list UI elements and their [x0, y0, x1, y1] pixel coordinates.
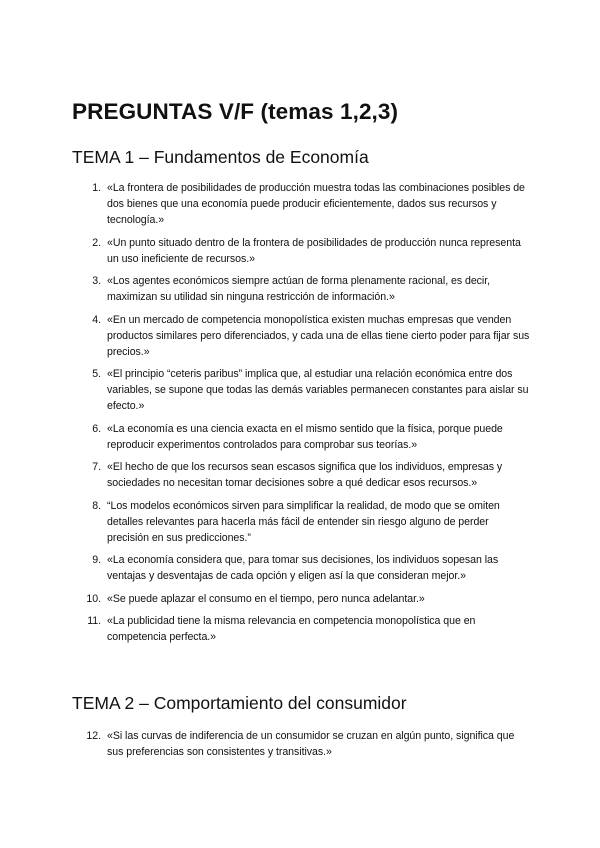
question-text: «En un mercado de competencia monopolística existen muchas empresas que venden productos similares pero diferenciados, y cada una de ellas tiene cierto poder para fijar sus precios.»: [107, 313, 530, 358]
question-text: «El principio “ceteris paribus” implica que, al estudiar una relación económica entre dos variables, se supone que todas las demás variables permanecen constantes para aislar su efecto.»: [107, 368, 529, 412]
question-text: «Se puede aplazar el consumo en el tiempo, pero nunca adelantar.»: [107, 592, 425, 605]
question-list-tema-1: [72, 180, 532, 652]
question-number: 12 .: [72, 728, 101, 744]
question-item-10: [72, 591, 532, 607]
question-number: 6 .: [72, 421, 101, 437]
question-text: «La frontera de posibilidades de producción muestra todas las combinaciones posibles de dos bienes que una economía puede producir eficientemente, dados sus recursos y tecnología.»: [107, 182, 525, 226]
question-item-8: [72, 498, 532, 546]
document-title: PREGUNTAS V/F (temas 1,2,3): [72, 99, 399, 124]
question-text: «Los agentes económicos siempre actúan de forma plenamente racional, es decir, maximizan su utilidad sin ninguna restricción de información.»: [107, 275, 490, 303]
question-item-7: [72, 459, 532, 491]
question-item-6: [72, 421, 532, 453]
question-number: 8 .: [72, 498, 101, 514]
question-item-9: [72, 552, 532, 584]
question-text: «Un punto situado dentro de la frontera de posibilidades de producción nunca representa un uso ineficiente de recursos.»: [107, 236, 521, 265]
question-number: 10 .: [72, 591, 101, 607]
question-item-5: [72, 366, 532, 414]
question-text: «La economía considera que, para tomar sus decisiones, los individuos sopesan las ventajas y desventajas de cada opción y eligen así la que consideran mejor.»: [107, 554, 499, 582]
question-number: 4 .: [72, 312, 101, 328]
question-text: “Los modelos económicos sirven para simplificar la realidad, de modo que se omiten detalles relevantes para hacerla más fácil de entender sin riesgo alguno de perder precisión en sus predicciones.”: [107, 499, 500, 544]
question-text: «El hecho de que los recursos sean escasos significa que los individuos, empresas y sociedades no necesitan tomar decisiones sobre a qué dedicar esos recursos.»: [107, 461, 503, 489]
question-number: 1 .: [72, 180, 101, 196]
question-item-4: [72, 312, 532, 360]
question-text: «La publicidad tiene la misma relevancia en competencia monopolística que en competencia perfecta.»: [107, 615, 476, 643]
question-item-3: [72, 273, 532, 305]
section-title-tema-2: TEMA 2 – Comportamiento del consumidor: [72, 693, 407, 713]
question-number: 9 .: [72, 552, 101, 568]
question-number: 7 .: [72, 459, 101, 475]
section-title-tema-1: TEMA 1 – Fundamentos de Economía: [72, 147, 369, 167]
question-number: 11 .: [72, 613, 101, 629]
question-text: «Si las curvas de indiferencia de un consumidor se cruzan en algún punto, significa que sus preferencias son consistentes y transitivas.»: [107, 730, 515, 758]
question-number: 3 .: [72, 273, 101, 289]
question-text: «La economía es una ciencia exacta en el mismo sentido que la física, porque puede reproducir experimentos controlados para comprobar sus teorías.»: [107, 422, 503, 451]
question-list-tema-2: [72, 728, 532, 760]
question-number: 2 .: [72, 235, 101, 251]
question-number: 5 .: [72, 366, 101, 382]
question-item-2: [72, 235, 532, 267]
question-item-12: [72, 728, 532, 760]
question-item-11: [72, 613, 532, 645]
question-item-1: [72, 180, 532, 228]
